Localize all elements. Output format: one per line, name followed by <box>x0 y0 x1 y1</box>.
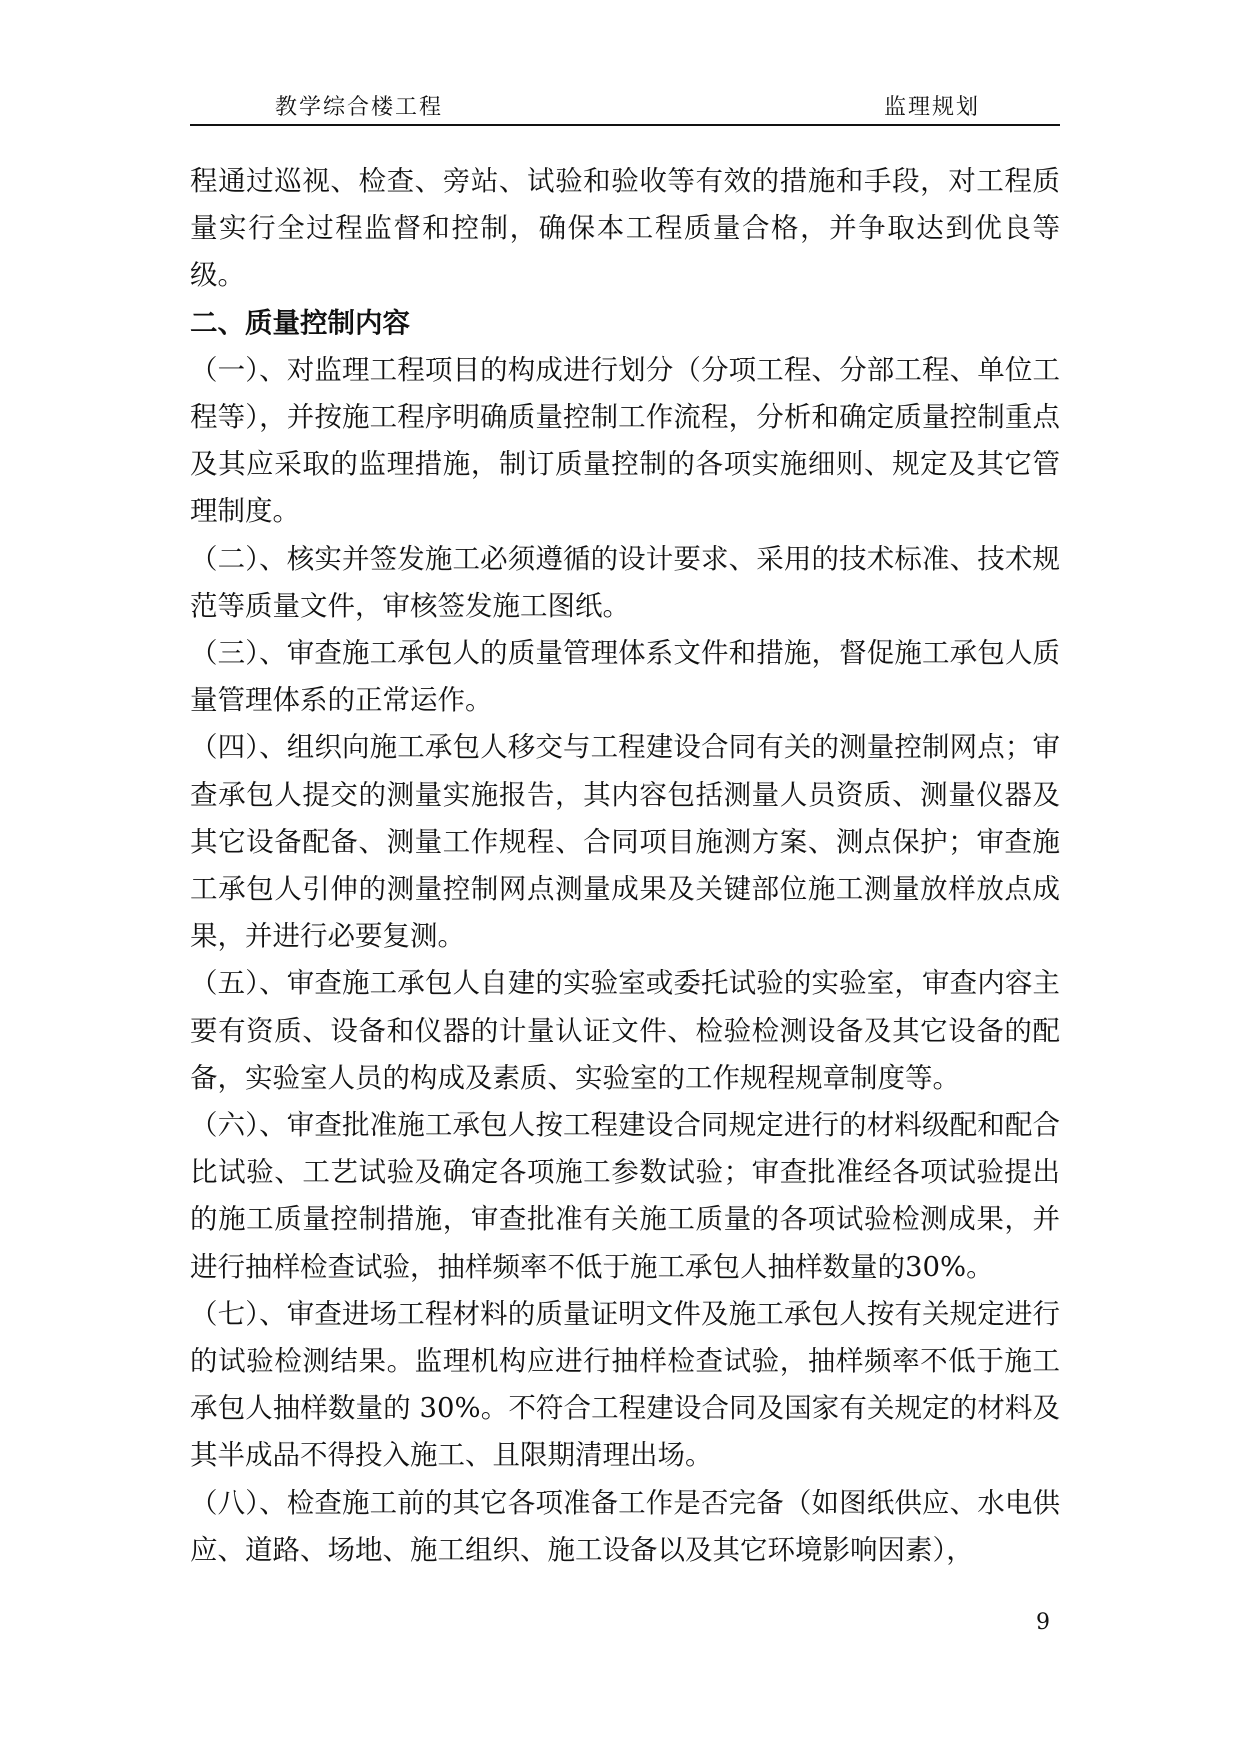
intro-paragraph: 程通过巡视、检查、旁站、试验和验收等有效的措施和手段，对工程质量实行全过程监督和控制，确保本工程质量合格，并争取达到优良等级。 <box>190 165 1060 292</box>
page-number: 9 <box>1036 1610 1050 1635</box>
list-item-7: （七）、审查进场工程材料的质量证明文件及施工承包人按有关规定进行的试验检测结果。监理机构应进行抽样检查试验，抽样频率不低于施工承包人抽样数量的 30%。不符合工程建设合同及国家有关规定的材料及其半成品不得投入施工、且限期清理出场。 <box>190 1297 1060 1472</box>
list-item-6: （六）、审查批准施工承包人按工程建设合同规定进行的材料级配和配合比试验、工艺试验及确定各项施工参数试验；审查批准经各项试验提出的施工质量控制措施，审查批准有关施工质量的各项试验检测成果，并进行抽样检查试验，抽样频率不低于施工承包人抽样数量的30%。 <box>190 1109 1060 1283</box>
page-header <box>190 88 1060 126</box>
document-body <box>190 158 1060 1574</box>
list-item-3: （三）、审查施工承包人的质量管理体系文件和措施，督促施工承包人质量管理体系的正常运作。 <box>190 637 1060 717</box>
list-item-5: （五）、审查施工承包人自建的实验室或委托试验的实验室，审查内容主要有资质、设备和仪器的计量认证文件、检验检测设备及其它设备的配备，实验室人员的构成及素质、实验室的工作规程规章制度等。 <box>190 967 1060 1094</box>
section-heading: 二、质量控制内容 <box>190 306 410 339</box>
list-item-4: （四）、组织向施工承包人移交与工程建设合同有关的测量控制网点；审查承包人提交的测量实施报告，其内容包括测量人员资质、测量仪器及其它设备配备、测量工作规程、合同项目施测方案、测点保护；审查施工承包人引伸的测量控制网点测量成果及关键部位施工测量放样放点成果，并进行必要复测。 <box>190 731 1060 953</box>
list-item-1: （一）、对监理工程项目的构成进行划分（分项工程、分部工程、单位工程等），并按施工程序明确质量控制工作流程，分析和确定质量控制重点及其应采取的监理措施，制订质量控制的各项实施细则、规定及其它管理制度。 <box>190 353 1060 528</box>
list-item-2: （二）、核实并签发施工必须遵循的设计要求、采用的技术标准、技术规范等质量文件，审核签发施工图纸。 <box>190 542 1060 622</box>
header-project-title: 教学综合楼工程 <box>275 95 444 120</box>
list-item-8: （八）、检查施工前的其它各项准备工作是否完备（如图纸供应、水电供应、道路、场地、施工组织、施工设备以及其它环境影响因素）， <box>190 1486 1060 1566</box>
header-document-type: 监理规划 <box>883 95 980 120</box>
